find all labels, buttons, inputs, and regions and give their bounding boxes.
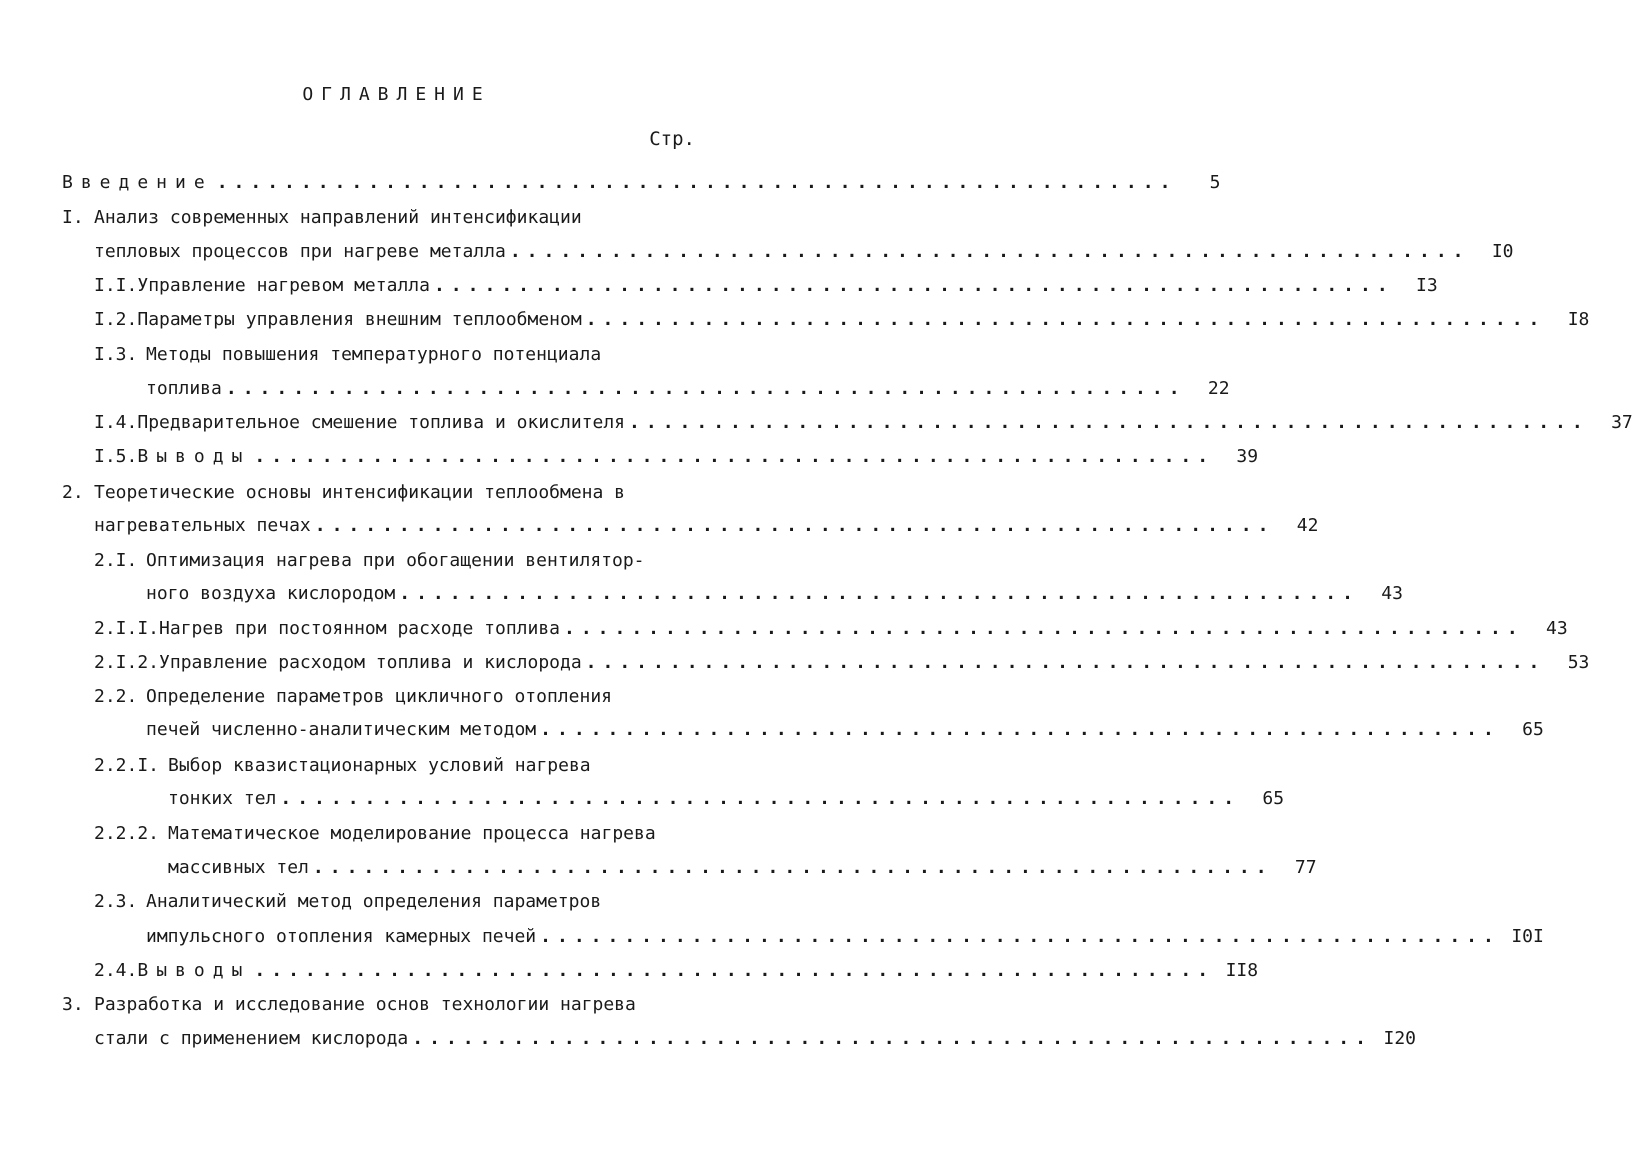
toc-entry[interactable] xyxy=(94,307,1590,333)
entry-number: I.I. xyxy=(94,275,138,296)
entry-text: Выводы xyxy=(137,960,251,981)
entry-page: 42 xyxy=(1296,515,1319,536)
entry-text: Аналитический метод определения параметров xyxy=(146,891,602,912)
toc-entry[interactable] xyxy=(94,342,601,368)
entry-page: 22 xyxy=(1207,378,1230,399)
entry-text: ного воздуха кислородом xyxy=(146,583,396,604)
entry-text: Выводы xyxy=(137,446,251,467)
dot-leader: ......................................................... xyxy=(312,857,1273,878)
dot-leader: ......................................................... xyxy=(540,926,1500,947)
toc-entry[interactable] xyxy=(94,889,601,915)
entry-number: 3. xyxy=(62,994,84,1015)
toc-entry[interactable] xyxy=(94,273,1438,299)
toc-entry[interactable] xyxy=(62,205,582,231)
dot-leader: ......................................................... xyxy=(629,412,1589,433)
entry-number: 2. xyxy=(62,482,84,503)
entry-text: Нагрев при постоянном расходе топлива xyxy=(159,618,560,639)
entry-text: топлива xyxy=(146,378,222,399)
page-title: ОГЛАВЛЕНИЕ xyxy=(302,84,491,105)
entry-page: II8 xyxy=(1225,960,1259,981)
entry-text: нагревательных печах xyxy=(94,515,311,536)
dot-leader: ......................................................... xyxy=(585,309,1546,330)
entry-number: 2.I.2. xyxy=(94,652,160,673)
toc-entry[interactable] xyxy=(94,548,645,574)
entry-text: Введение xyxy=(62,172,213,193)
dot-leader: ......................................................... xyxy=(254,960,1215,981)
entry-number: I.2. xyxy=(94,309,138,330)
entry-page: 77 xyxy=(1294,857,1317,878)
page-column-label: Стр. xyxy=(649,128,695,150)
toc-entry-continuation[interactable] xyxy=(94,1026,1416,1052)
entry-text: Математическое моделирование процесса нагрева xyxy=(168,823,656,844)
toc-entry[interactable] xyxy=(94,958,1259,984)
toc-entry-continuation[interactable] xyxy=(94,239,1514,265)
dot-leader: ......................................................... xyxy=(314,515,1275,536)
entry-number: I.5. xyxy=(94,446,138,467)
entry-page: 43 xyxy=(1381,583,1403,604)
entry-text: Предварительное смешение топлива и окислителя xyxy=(137,412,626,433)
toc-entry-continuation[interactable] xyxy=(146,581,1403,607)
entry-page: 37 xyxy=(1611,412,1633,433)
entry-number: 2.3. xyxy=(94,891,138,912)
entry-number: 2.4. xyxy=(94,960,138,981)
entry-page: I3 xyxy=(1416,275,1438,296)
dot-leader: ......................................................... xyxy=(280,788,1241,809)
entry-number: I.3. xyxy=(94,344,138,365)
dot-leader: ......................................................... xyxy=(216,172,1177,193)
entry-page: I20 xyxy=(1383,1028,1416,1049)
toc-entry[interactable] xyxy=(94,684,612,710)
entry-text: Анализ современных направлений интенсификации xyxy=(94,207,582,228)
entry-number: 2.2.2. xyxy=(94,823,160,844)
toc-entry-continuation[interactable] xyxy=(146,717,1544,743)
entry-number: I. xyxy=(62,207,84,228)
entry-page: 65 xyxy=(1262,788,1285,809)
dot-leader: ......................................................... xyxy=(225,378,1186,399)
toc-entry[interactable] xyxy=(94,753,591,779)
entry-text: Выбор квазистационарных условий нагрева xyxy=(168,755,591,776)
dot-leader: ......................................................... xyxy=(399,583,1359,604)
dot-leader: ......................................................... xyxy=(564,618,1524,639)
entry-page: 39 xyxy=(1236,446,1259,467)
entry-text: Методы повышения температурного потенциала xyxy=(146,344,602,365)
entry-number: 2.2. xyxy=(94,686,138,707)
toc-entry[interactable] xyxy=(62,480,625,506)
entry-text: Определение параметров цикличного отопления xyxy=(146,686,612,707)
entry-page: I0I xyxy=(1511,926,1544,947)
entry-text: стали с применением кислорода xyxy=(94,1028,409,1049)
entry-page: 65 xyxy=(1522,719,1544,740)
toc-entry[interactable] xyxy=(94,410,1633,436)
entry-text: Теоретические основы интенсификации теплообмена в xyxy=(94,482,626,503)
entry-text: импульсного отопления камерных печей xyxy=(146,926,537,947)
entry-number: I.4. xyxy=(94,412,138,433)
toc-entry[interactable] xyxy=(94,616,1568,642)
toc-entry-continuation[interactable] xyxy=(146,376,1230,402)
entry-page: I0 xyxy=(1491,241,1514,262)
toc-entry[interactable] xyxy=(62,992,636,1018)
dot-leader: ......................................................... xyxy=(254,446,1215,467)
entry-number: 2.I.I. xyxy=(94,618,160,639)
toc-entry[interactable] xyxy=(62,170,1221,196)
dot-leader: ......................................................... xyxy=(509,241,1470,262)
entry-number: 2.2.I. xyxy=(94,755,160,776)
entry-page: 43 xyxy=(1546,618,1568,639)
entry-text: печей численно-аналитическим методом xyxy=(146,719,537,740)
dot-leader: ......................................................... xyxy=(540,719,1500,740)
dot-leader: ......................................................... xyxy=(433,275,1394,296)
entry-text: Управление расходом топлива и кислорода xyxy=(159,652,582,673)
entry-page: 5 xyxy=(1209,172,1221,193)
entry-text: Параметры управления внешним теплообменом xyxy=(137,309,582,330)
toc-entry-continuation[interactable] xyxy=(168,855,1317,881)
entry-text: Оптимизация нагрева при обогащении вентилятор- xyxy=(146,550,645,571)
entry-text: Управление нагревом металла xyxy=(137,275,430,296)
entry-page: 53 xyxy=(1567,652,1590,673)
toc-entry-continuation[interactable] xyxy=(94,513,1319,539)
toc-entry-continuation[interactable] xyxy=(168,786,1285,812)
toc-entry[interactable] xyxy=(94,444,1259,470)
entry-text: тепловых процессов при нагреве металла xyxy=(94,241,506,262)
entry-text: Разработка и исследование основ технологии нагрева xyxy=(94,994,636,1015)
entry-text: тонких тел xyxy=(168,788,277,809)
toc-entry[interactable] xyxy=(94,650,1590,676)
entry-text: массивных тел xyxy=(168,857,309,878)
dot-leader: ......................................................... xyxy=(412,1028,1372,1049)
toc-entry-continuation[interactable] xyxy=(146,924,1544,950)
dot-leader: ......................................................... xyxy=(585,652,1546,673)
toc-entry[interactable] xyxy=(94,821,656,847)
entry-number: 2.I. xyxy=(94,550,138,571)
entry-page: I8 xyxy=(1567,309,1590,330)
